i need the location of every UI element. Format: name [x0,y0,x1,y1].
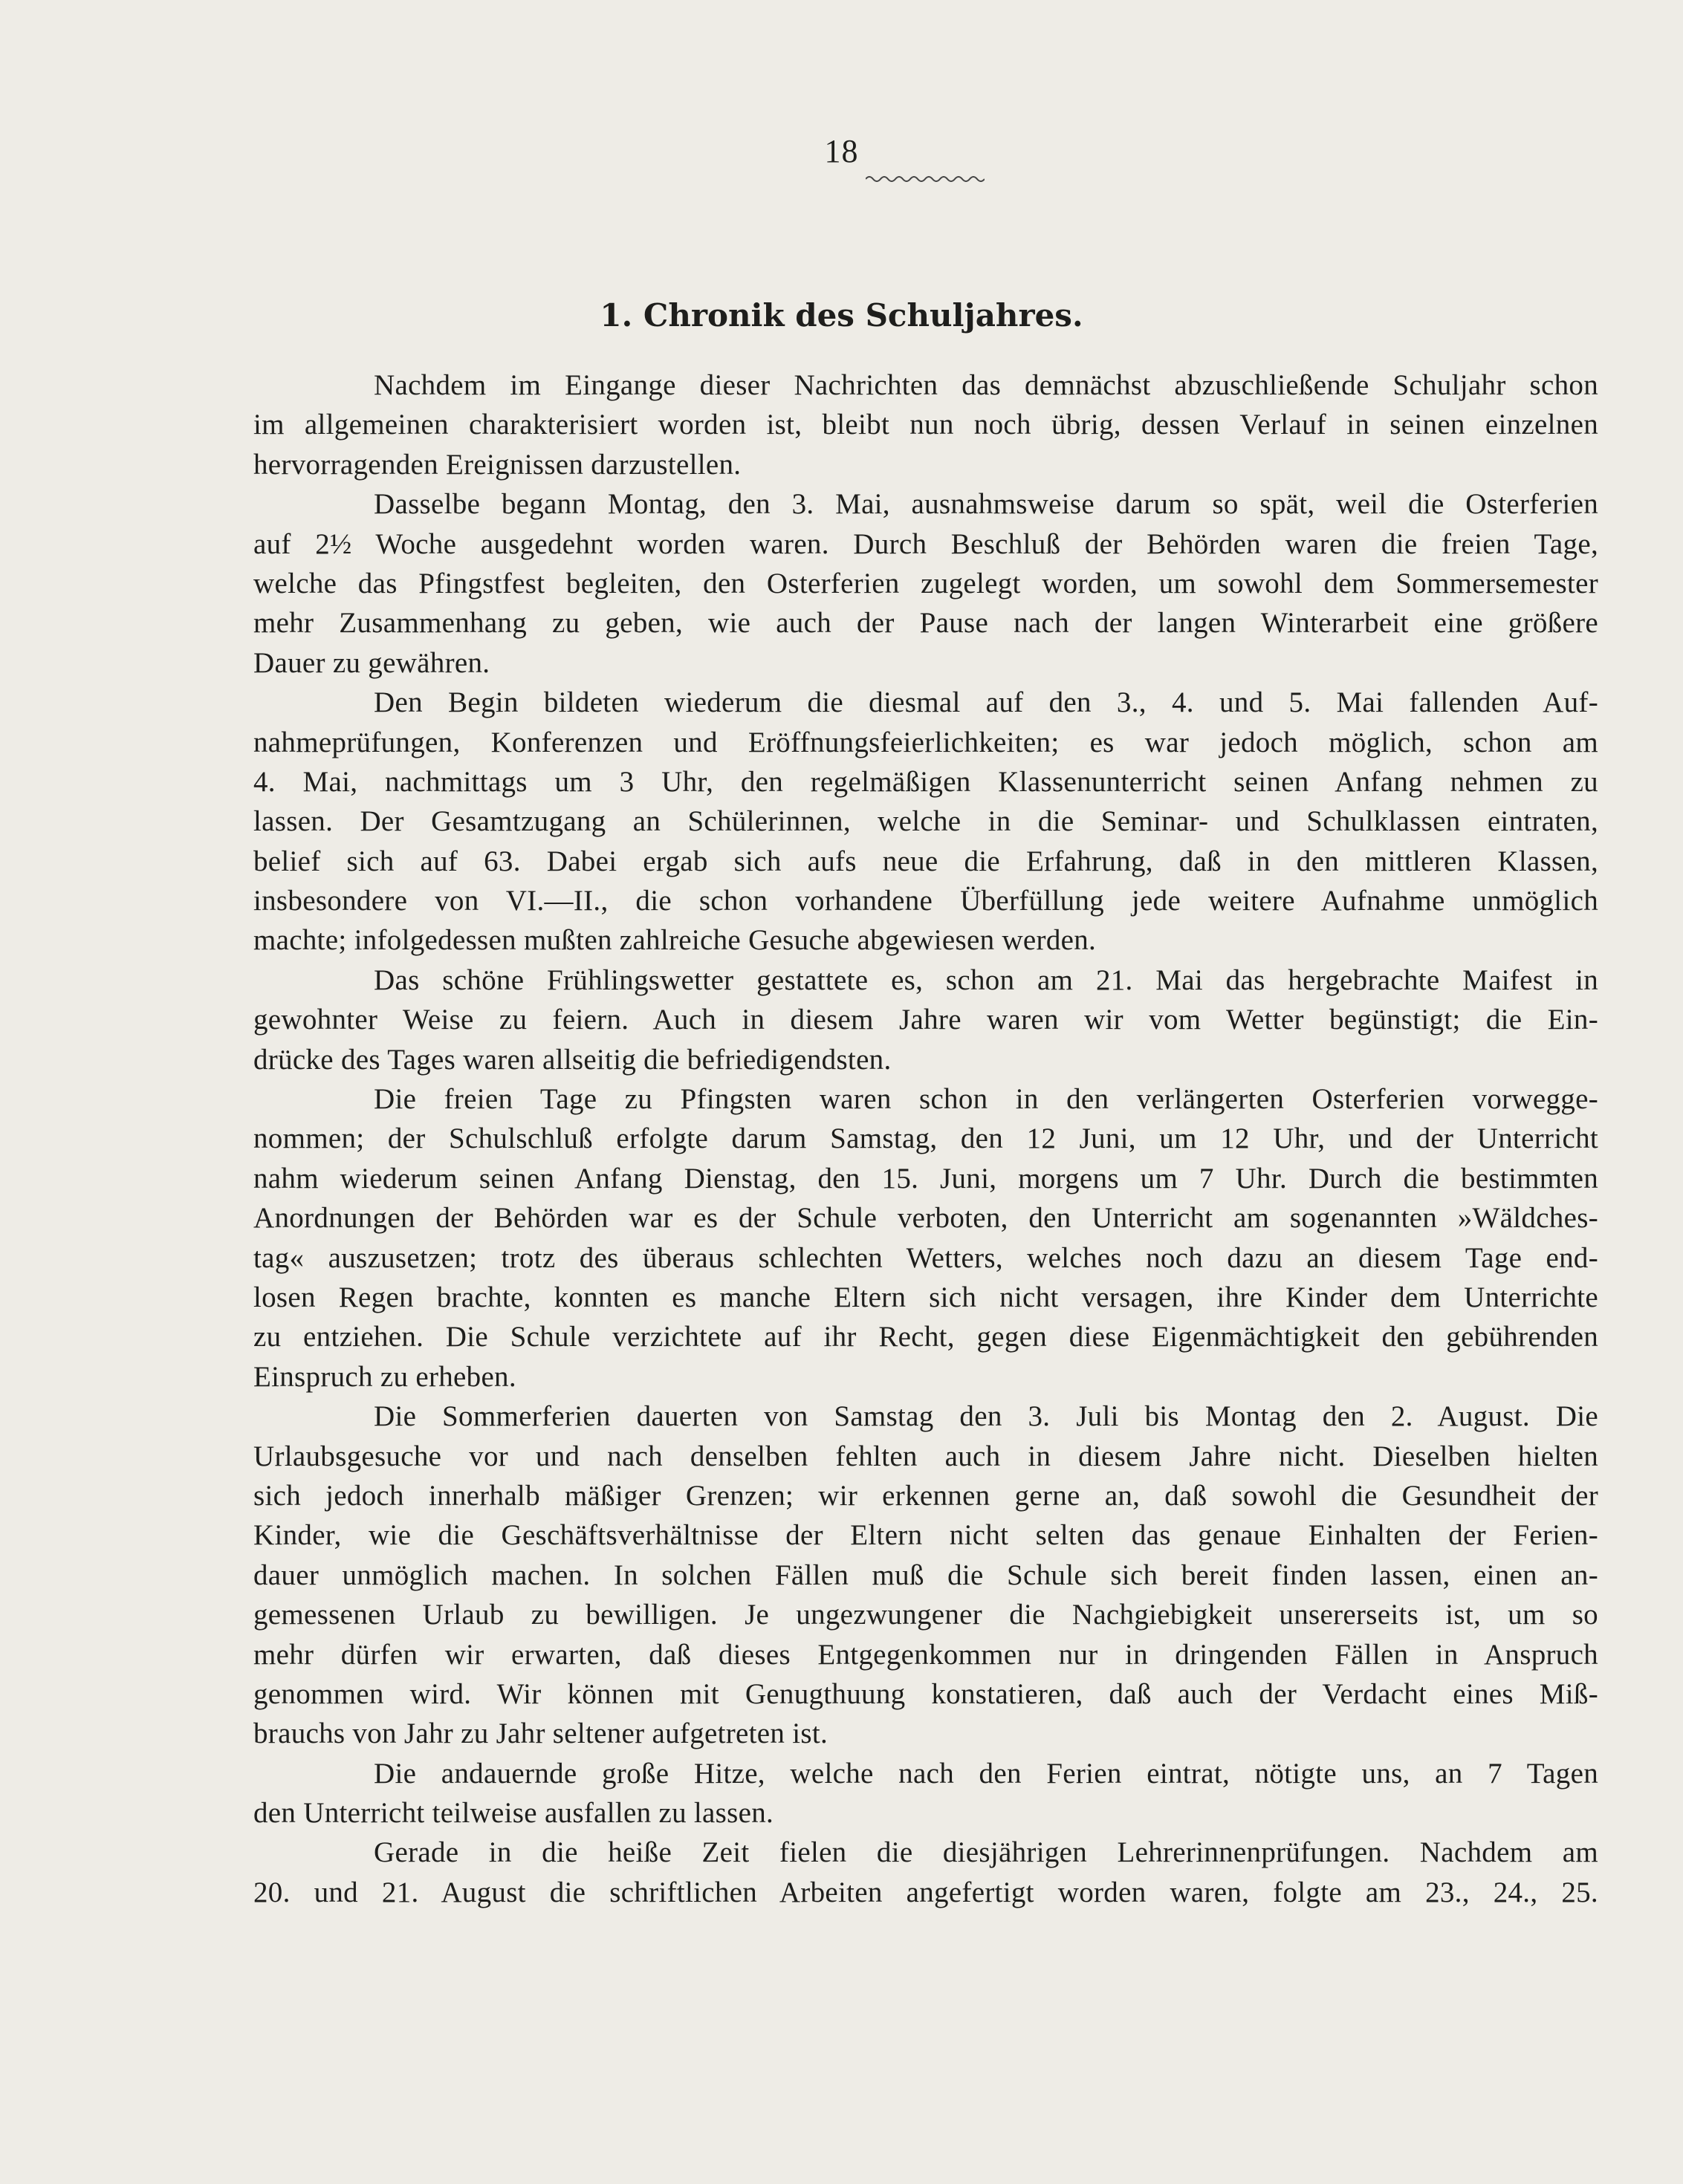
text-line: Nachdem im Eingange dieser Nachrichten das demnächst abzuschließende Schuljahr schon [374,369,1598,401]
text-line: Das schöne Frühlingswetter gestattete es, schon am 21. Mai das hergebrachte Maifest in [374,963,1598,996]
text-line: nommen; der Schulschluß erfolgte darum Samstag, den 12 Juni, um 12 Uhr, und der Unterricht [253,1122,1598,1155]
text-line: 4. Mai, nachmittags um 3 Uhr, den regelmäßigen Klassenunterricht seinen Anfang nehmen zu [253,765,1598,798]
wavy-rule-ornament [866,174,985,184]
text-line: Den Begin bildeten wiederum die diesmal auf den 3., 4. und 5. Mai fallenden Auf- [374,686,1598,719]
text-line: lassen. Der Gesamtzugang an Schülerinnen, welche in die Seminar- und Schulklassen eintraten, [253,805,1598,838]
text-line: tag« auszusetzen; trotz des überaus schlechten Wetters, welches noch dazu an diesem Tage end- [253,1241,1598,1274]
paragraph [253,1833,1598,1912]
text-line: genommen wird. Wir können mit Genugthuung konstatieren, daß auch der Verdacht eines Miß- [253,1677,1598,1710]
body-text [253,365,1598,1912]
text-line: gemessenen Urlaub zu bewilligen. Je ungezwungener die Nachgiebigkeit unsererseits ist, um so [253,1599,1598,1631]
text-line: auf 2½ Woche ausgedehnt worden waren. Durch Beschluß der Behörden waren die freien Tage, [253,527,1598,560]
text-line: Urlaubsgesuche vor und nach denselben fehlten auch in diesem Jahre nicht. Dieselben hielten [253,1440,1598,1472]
paragraph [253,683,1598,961]
text-line: drücke des Tages waren allseitig die befriedigendsten. [253,1043,892,1076]
text-line: mehr Zusammenhang zu geben, wie auch der Pause nach der langen Winterarbeit eine größere [253,607,1598,640]
paragraph [253,1754,1598,1833]
text-line: Dasselbe begann Montag, den 3. Mai, ausnahmsweise darum so spät, weil die Osterferien [374,488,1598,521]
text-line: gewohnter Weise zu feiern. Auch in diesem Jahre waren wir vom Wetter begünstigt; die Ein- [253,1004,1598,1036]
text-line: Dauer zu gewähren. [253,646,490,679]
page-number: 18 [824,133,859,169]
text-line: welche das Pfingstfest begleiten, den Osterferien zugelegt worden, um sowohl dem Sommersemester [253,567,1598,599]
text-line: im allgemeinen charakterisiert worden ist, bleibt nun noch übrig, dessen Verlauf in seinen einzelnen [253,409,1598,441]
text-line: zu entziehen. Die Schule verzichtete auf ihr Recht, gegen diese Eigenmächtigkeit den gebührenden [253,1321,1598,1353]
text-line: belief sich auf 63. Dabei ergab sich aufs neue die Erfahrung, daß in den mittleren Klassen, [253,845,1598,877]
paragraph [253,961,1598,1079]
text-line: Einspruch zu erheben. [253,1360,516,1393]
text-line: brauchs von Jahr zu Jahr seltener aufgetreten ist. [253,1717,828,1750]
text-line: dauer unmöglich machen. In solchen Fällen muß die Schule sich bereit finden lassen, einen an- [253,1559,1598,1591]
text-line: mehr dürfen wir erwarten, daß dieses Entgegenkommen nur in dringenden Fällen in Anspruch [253,1638,1598,1671]
paragraph [253,1397,1598,1754]
text-line: insbesondere von VI.—II., die schon vorhandene Überfüllung jede weitere Aufnahme unmöglich [253,885,1598,917]
text-line: losen Regen brachte, konnten es manche Eltern sich nicht versagen, ihre Kinder dem Unterrichte [253,1281,1598,1313]
text-line: Die freien Tage zu Pfingsten waren schon in den verlängerten Osterferien vorwegge- [374,1083,1598,1116]
text-line: nahmeprüfungen, Konferenzen und Eröffnungsfeierlichkeiten; es war jedoch möglich, schon am [253,726,1598,758]
text-line: sich jedoch innerhalb mäßiger Grenzen; wir erkennen gerne an, daß sowohl die Gesundheit der [253,1479,1598,1512]
text-line: nahm wiederum seinen Anfang Dienstag, den 15. Juni, morgens um 7 Uhr. Durch die bestimmten [253,1162,1598,1195]
paragraph [253,484,1598,683]
text-line: Gerade in die heiße Zeit fielen die diesjährigen Lehrerinnenprüfungen. Nachdem am [374,1836,1598,1869]
text-line: den Unterricht teilweise ausfallen zu lassen. [253,1797,774,1830]
text-line: hervorragenden Ereignissen darzustellen. [253,448,742,481]
paragraph [253,1079,1598,1397]
text-line: 20. und 21. August die schriftlichen Arbeiten angefertigt worden waren, folgte am 23., 24., 25. [253,1876,1598,1908]
text-line: machte; infolgedessen mußten zahlreiche Gesuche abgewiesen werden. [253,924,1097,957]
chapter-heading: 1. Chronik des Schuljahres. [600,297,1083,334]
text-line: Kinder, wie die Geschäftsverhältnisse der Eltern nicht selten das genaue Einhalten der Ferien- [253,1519,1598,1552]
text-line: Die andauernde große Hitze, welche nach den Ferien eintrat, nötigte uns, an 7 Tagen [374,1757,1598,1790]
text-line: Die Sommerferien dauerten von Samstag den 3. Juli bis Montag den 2. August. Die [374,1400,1598,1433]
text-line: Anordnungen der Behörden war es der Schule verboten, den Unterricht am sogenannten »Wäldches- [253,1202,1598,1235]
paragraph [253,365,1598,484]
